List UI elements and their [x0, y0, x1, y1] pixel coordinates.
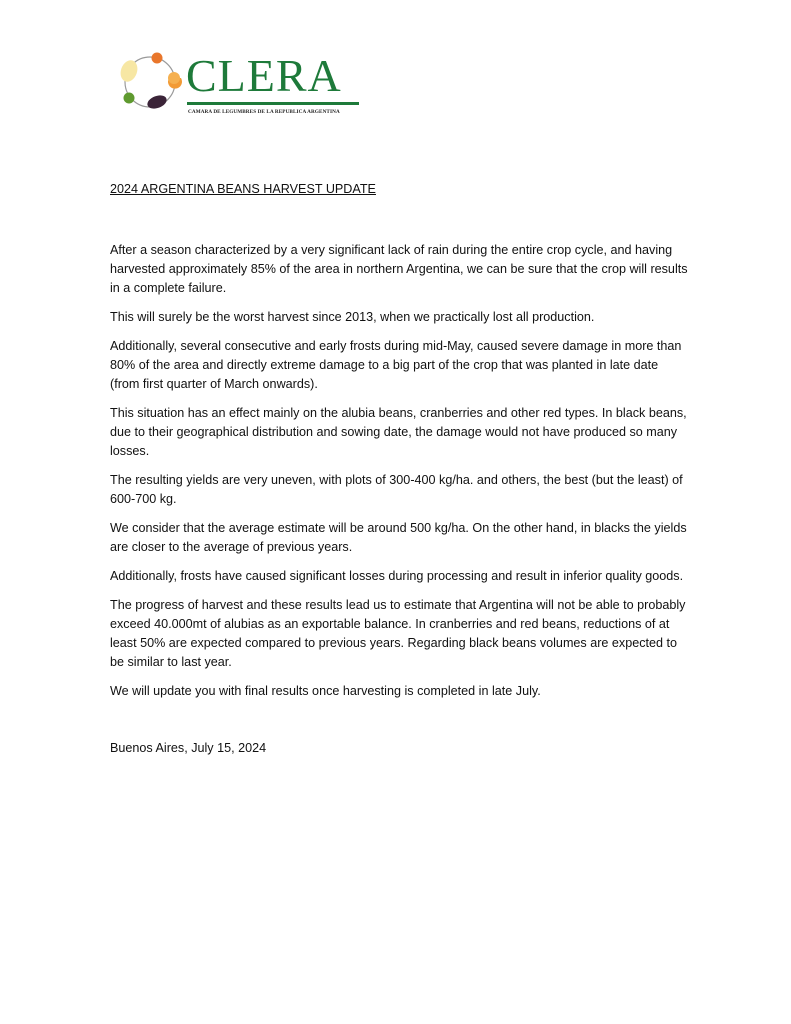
- paragraph: After a season characterized by a very significant lack of rain during the entire crop cycle, and having harvested approximately 85% of the area in northern Argentina, we can be sure that the crop will results in a complete failure.: [110, 243, 688, 295]
- paragraph: This will surely be the worst harvest since 2013, when we practically lost all production.: [110, 310, 595, 324]
- document-title: 2024 ARGENTINA BEANS HARVEST UPDATE: [110, 182, 376, 196]
- clera-logo: [114, 50, 364, 120]
- paragraph: We will update you with final results once harvesting is completed in late July.: [110, 684, 541, 698]
- document-body: [110, 180, 690, 768]
- paragraph: Additionally, frosts have caused significant losses during processing and result in inferior quality goods.: [110, 569, 684, 583]
- paragraph: This situation has an effect mainly on the alubia beans, cranberries and other red types. In black beans, due to their geographical distribution and sowing date, the damage would not have produced so many losses.: [110, 406, 687, 458]
- closing-date-line: Buenos Aires, July 15, 2024: [110, 741, 267, 755]
- paragraph: The resulting yields are very uneven, with plots of 300-400 kg/ha. and others, the best (but the least) of 600-700 kg.: [110, 473, 683, 506]
- paragraph: Additionally, several consecutive and early frosts during mid-May, caused severe damage in more than 80% of the area and directly extreme damage to a big part of the crop that was planted in late date (from first quarter of March onwards).: [110, 339, 682, 391]
- paragraph: The progress of harvest and these results lead us to estimate that Argentina will not be able to probably exceed 40.000mt of alubias as an exportable balance. In cranberries and red beans, reductions of at least 50% are expected compared to previous years. Regarding black beans volumes are expected to be similar to last year.: [110, 598, 686, 669]
- beans-ring-icon: [114, 50, 184, 112]
- logo-rule: [187, 102, 359, 105]
- logo-wordmark: CLERA: [186, 50, 342, 101]
- logo-subtitle: CAMARA DE LEGUMBRES DE LA REPUBLICA ARGENTINA: [188, 109, 340, 115]
- spacer: [110, 711, 690, 739]
- paragraph: We consider that the average estimate will be around 500 kg/ha. On the other hand, in blacks the yields are closer to the average of previous years.: [110, 521, 687, 554]
